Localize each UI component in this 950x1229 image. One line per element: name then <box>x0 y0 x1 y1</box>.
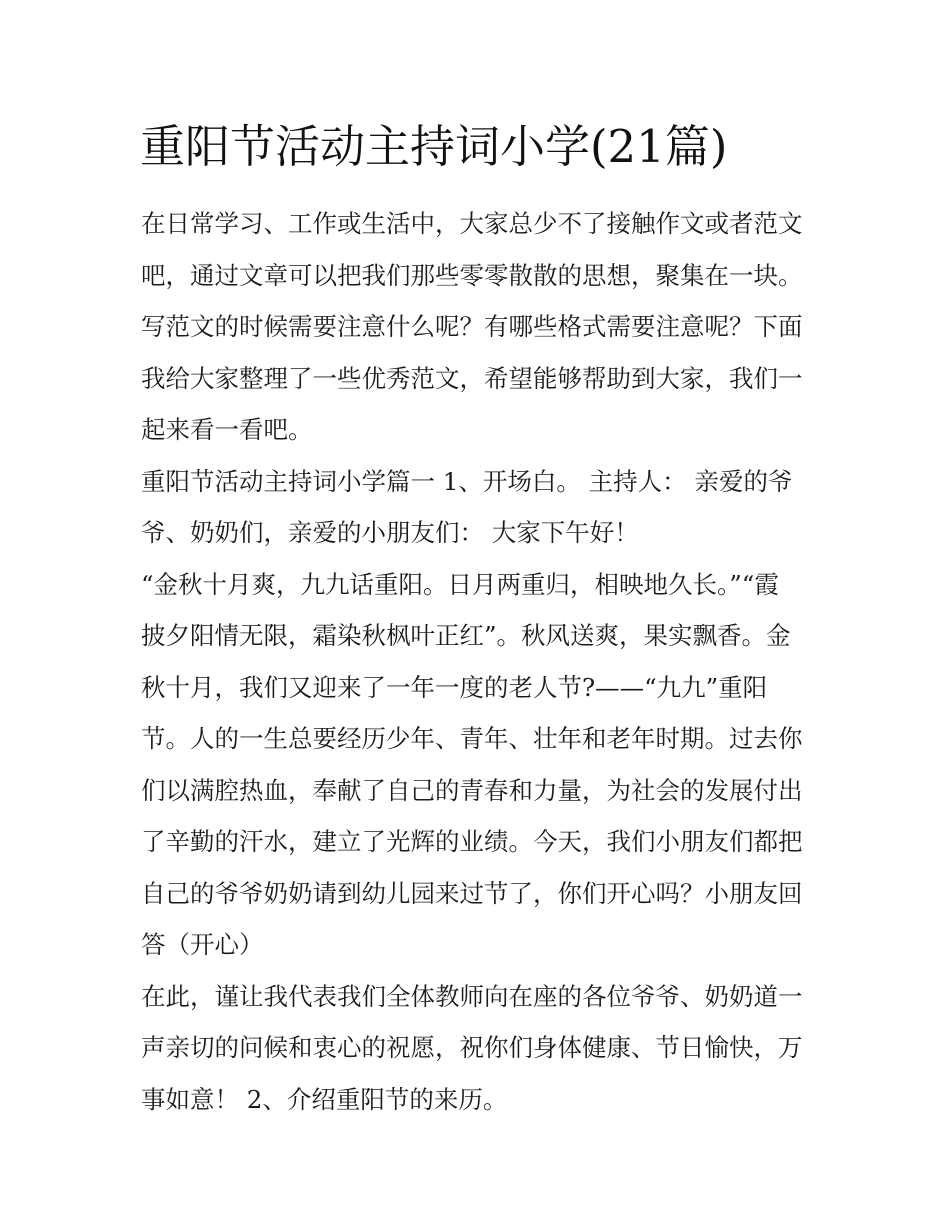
text-line: 秋十月，我们又迎来了一年一度的老人节?——“九九”重阳 <box>141 672 768 702</box>
text-line: 起来看一看吧。 <box>141 415 313 444</box>
text-line: 节。人的一生总要经历少年、青年、壮年和老年时期。过去你 <box>141 724 803 753</box>
paragraph-intro <box>141 198 816 456</box>
paragraph-poem <box>141 559 816 971</box>
text-line: 爷、奶奶们，亲爱的小朋友们： 大家下午好！ <box>141 518 639 547</box>
text-line: 事如意！ 2、介绍重阳节的来历。 <box>141 1084 508 1114</box>
paragraph-opening <box>141 456 816 559</box>
text-line: 在日常学习、工作或生活中，大家总少不了接触作文或者范文 <box>141 209 803 238</box>
text-line: 披夕阳情无限，霜染秋枫叶正红”。秋风送爽，果实飘香。金 <box>141 621 791 650</box>
document-body <box>141 198 816 1125</box>
text-line: 在此，谨让我代表我们全体教师向在座的各位爷爷、奶奶道一 <box>141 981 803 1011</box>
text-line: 声亲切的问候和衷心的祝愿，祝你们身体健康、节日愉快，万 <box>141 1033 803 1062</box>
paragraph-greeting <box>141 971 816 1126</box>
text-line: 答（开心） <box>141 930 264 959</box>
text-line: 自己的爷爷奶奶请到幼儿园来过节了，你们开心吗？小朋友回 <box>141 878 803 908</box>
document-title: 重阳节活动主持词小学(21篇) <box>140 120 728 173</box>
text-line: 写范文的时候需要注意什么呢？有哪些格式需要注意呢？下面 <box>141 312 803 341</box>
text-line: 吧，通过文章可以把我们那些零零散散的思想，聚集在一块。 <box>141 260 803 290</box>
text-line: “金秋十月爽，九九话重阳。日月两重归，相映地久长。”“霞 <box>141 569 779 599</box>
text-line: 重阳节活动主持词小学篇一 1、开场白。 主持人： 亲爱的爷 <box>141 466 793 496</box>
text-line: 了辛勤的汗水，建立了光辉的业绩。今天，我们小朋友们都把 <box>141 827 803 856</box>
text-line: 我给大家整理了一些优秀范文，希望能够帮助到大家，我们一 <box>141 363 803 393</box>
text-line: 们以满腔热血，奉献了自己的青春和力量，为社会的发展付出 <box>141 775 803 805</box>
